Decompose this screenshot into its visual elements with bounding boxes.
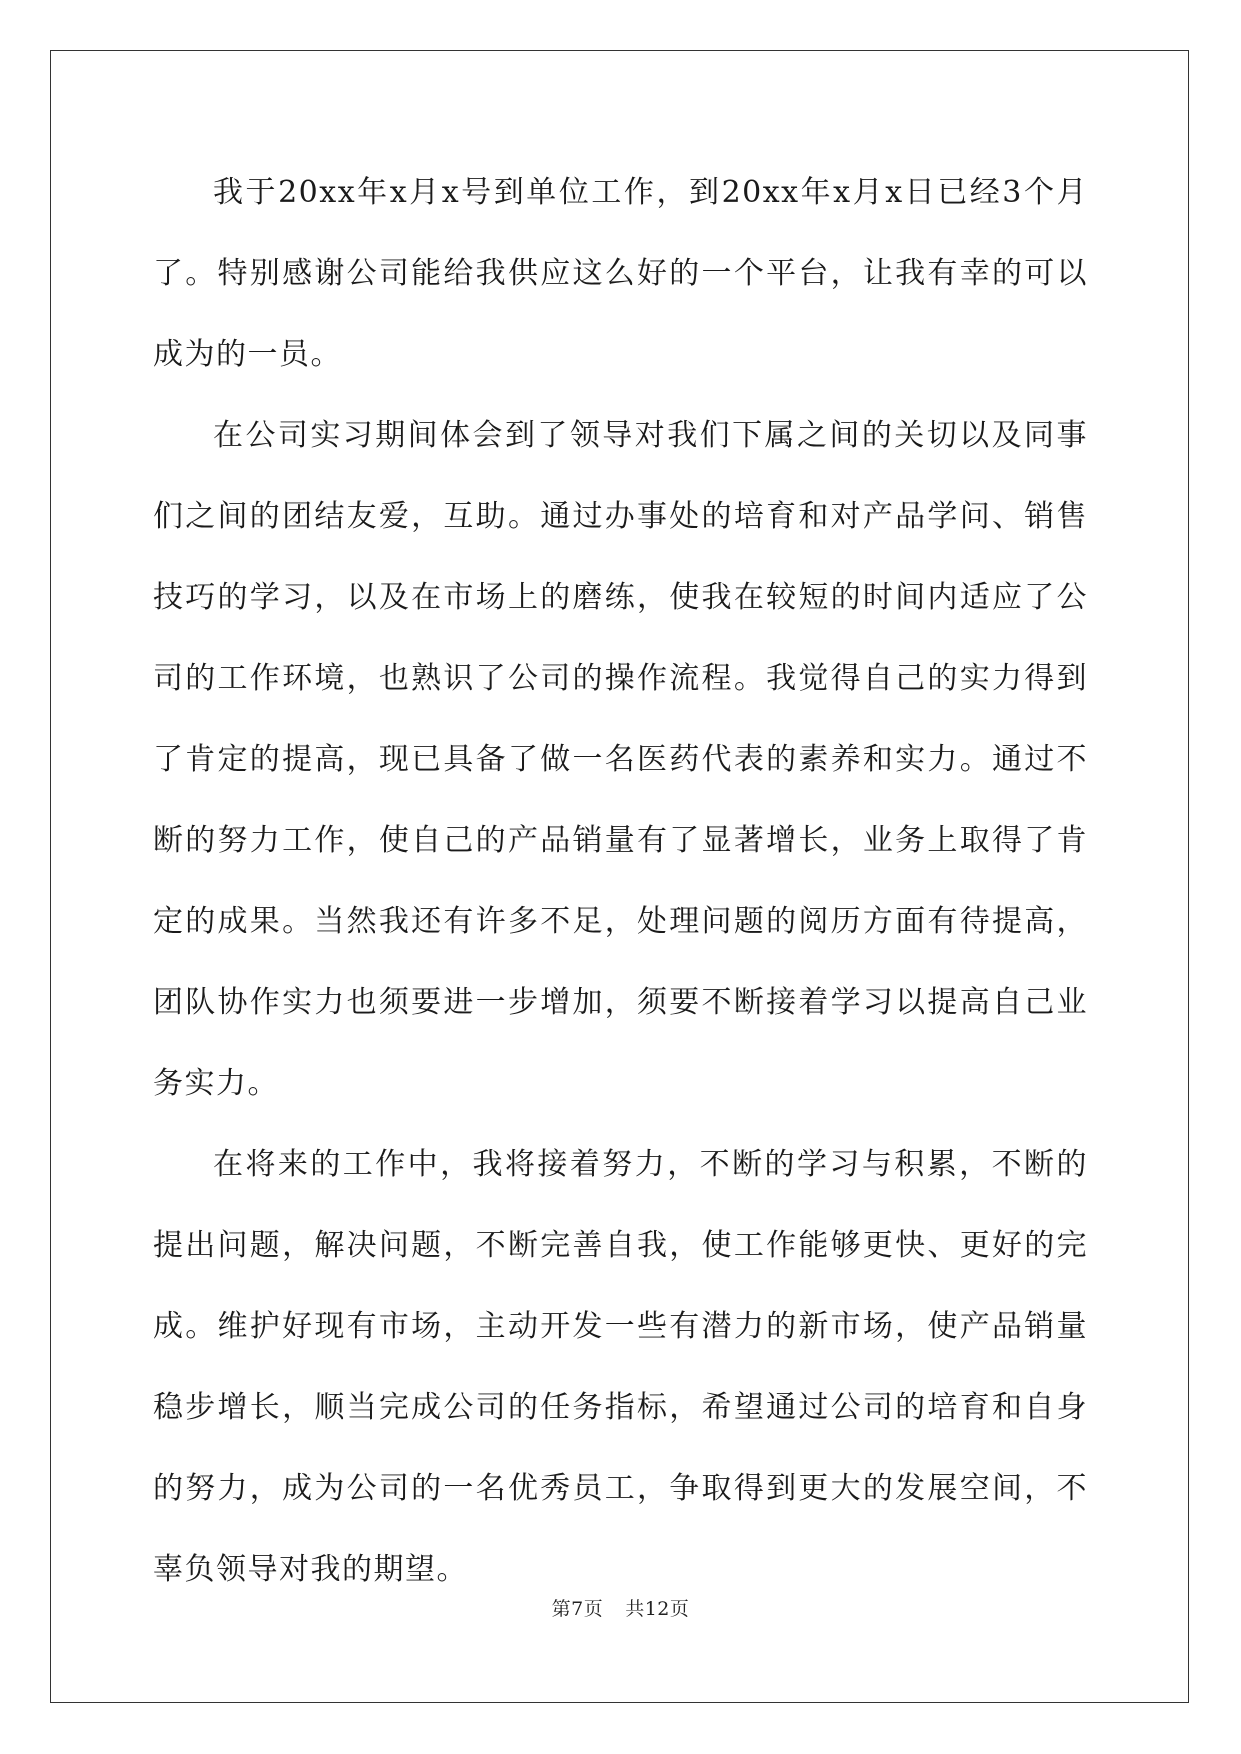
paragraph-3: 在将来的工作中，我将接着努力，不断的学习与积累，不断的提出问题，解决问题，不断完善自我，使工作能够更快、更好的完成。维护好现有市场，主动开发一些有潜力的新市场，使产品销量稳步增长，顺当完成公司的任务指标，希望通过公司的培育和自身的努力，成为公司的一名优秀员工，争取得到更大的发展空间，不辜负领导对我的期望。 bbox=[153, 1147, 1088, 1587]
page-number-current: 第7页 bbox=[551, 1598, 604, 1620]
paragraph-2: 在公司实习期间体会到了领导对我们下属之间的关切以及同事们之间的团结友爱，互助。通过办事处的培育和对产品学问、销售技巧的学习，以及在市场上的磨练，使我在较短的时间内适应了公司的工作环境，也熟识了公司的操作流程。我觉得自己的实力得到了肯定的提高，现已具备了做一名医药代表的素养和实力。通过不断的努力工作，使自己的产品销量有了显著增长，业务上取得了肯定的成果。当然我还有许多不足，处理问题的阅历方面有待提高，团队协作实力也须要进一步增加，须要不断接着学习以提高自己业务实力。 bbox=[153, 418, 1088, 1101]
page-footer bbox=[0, 1594, 1241, 1621]
document-body bbox=[153, 152, 1088, 1610]
page-number-total: 共12页 bbox=[625, 1598, 690, 1620]
paragraph-1: 我于20xx年x月x号到单位工作，到20xx年x月x日已经3个月了。特别感谢公司能给我供应这么好的一个平台，让我有幸的可以成为的一员。 bbox=[153, 175, 1088, 372]
